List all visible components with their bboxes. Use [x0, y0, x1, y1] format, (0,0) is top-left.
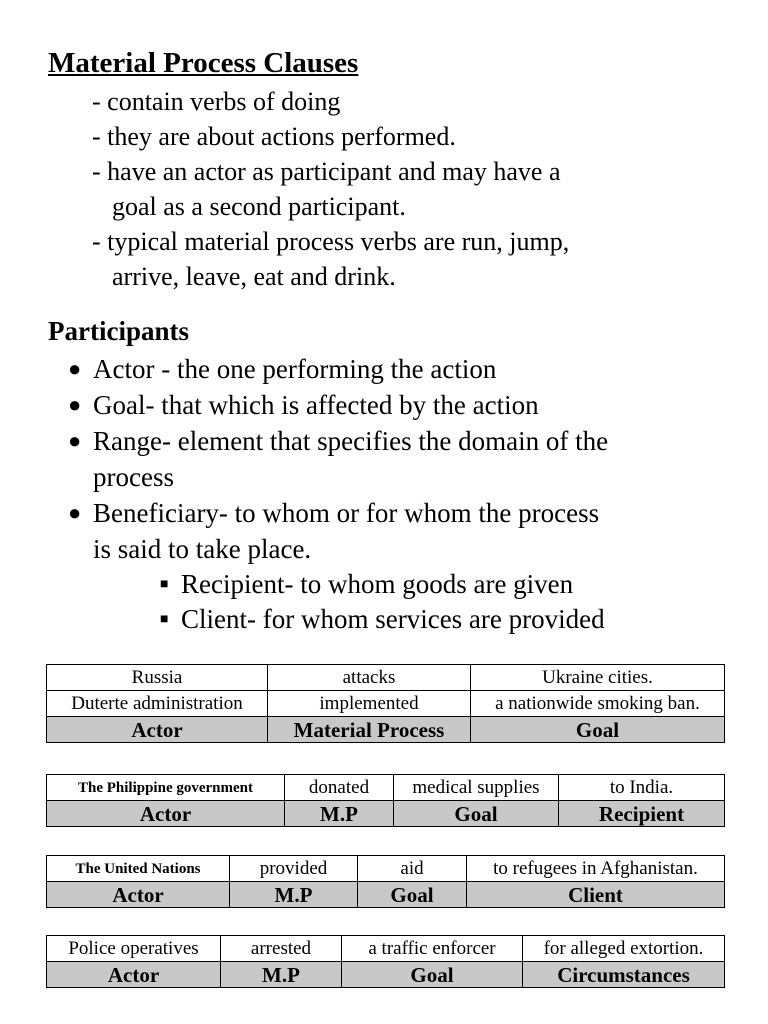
- participant-text: Actor - the one performing the action: [93, 354, 497, 384]
- definition-text: - have an actor as participant and may have a: [92, 157, 561, 186]
- participant-item-actor: [68, 351, 608, 387]
- definition-item: [92, 119, 569, 154]
- table-cell: Ukraine cities.: [471, 665, 725, 691]
- label-cell: Goal: [358, 882, 467, 908]
- label-cell: Circumstances: [523, 962, 725, 988]
- table-cell: aid: [358, 856, 467, 882]
- label-cell: M.P: [285, 801, 394, 827]
- table-cell: Police operatives: [47, 936, 221, 962]
- table-row: [47, 665, 725, 691]
- participant-text: Goal- that which is affected by the action: [93, 390, 539, 420]
- label-cell: Material Process: [268, 717, 471, 743]
- definition-text: - contain verbs of doing: [92, 87, 341, 116]
- participant-item-goal: [68, 387, 608, 423]
- table-label-row: [47, 717, 725, 743]
- label-cell: Actor: [47, 882, 230, 908]
- label-cell: Goal: [394, 801, 559, 827]
- table-cell: The United Nations: [47, 856, 230, 882]
- label-cell: M.P: [221, 962, 342, 988]
- table-cell: donated: [285, 775, 394, 801]
- example-table-1: [46, 664, 725, 743]
- square-bullet-icon: ■: [160, 612, 169, 627]
- example-table-4: [46, 935, 725, 988]
- definition-text-continued: arrive, leave, eat and drink.: [112, 262, 396, 291]
- table-label-row: [47, 801, 725, 827]
- participant-item-beneficiary: [68, 495, 608, 567]
- sub-item-client: [160, 602, 605, 637]
- table-label-row: [47, 962, 725, 988]
- table-cell: for alleged extortion.: [523, 936, 725, 962]
- example-table-3: [46, 855, 725, 908]
- table-row: [47, 936, 725, 962]
- bullet-icon: ●: [68, 392, 82, 417]
- page-title: Material Process Clauses: [48, 47, 359, 79]
- table-row: [47, 691, 725, 717]
- label-cell: Client: [467, 882, 725, 908]
- table-label-row: [47, 882, 725, 908]
- table-cell: a nationwide smoking ban.: [471, 691, 725, 717]
- participants-list: [68, 351, 608, 567]
- definition-item: [92, 84, 569, 119]
- definition-text: - typical material process verbs are run, jump,: [92, 227, 570, 256]
- table-cell: arrested: [221, 936, 342, 962]
- participant-text-continued: process: [93, 462, 174, 492]
- example-table-2: [46, 774, 725, 827]
- definition-item: [92, 224, 569, 294]
- table-row: [47, 856, 725, 882]
- table-cell: medical supplies: [394, 775, 559, 801]
- label-cell: Goal: [471, 717, 725, 743]
- participant-text: Range- element that specifies the domain of the: [93, 426, 609, 456]
- label-cell: Actor: [47, 717, 268, 743]
- table-cell: attacks: [268, 665, 471, 691]
- label-cell: M.P: [230, 882, 358, 908]
- sub-item-text: Client- for whom services are provided: [181, 604, 605, 634]
- bullet-icon: ●: [68, 500, 82, 525]
- table-row: [47, 775, 725, 801]
- table-cell: to India.: [559, 775, 725, 801]
- table-cell: implemented: [268, 691, 471, 717]
- table-cell: provided: [230, 856, 358, 882]
- sub-item-text: Recipient- to whom goods are given: [181, 569, 574, 599]
- definition-list: [92, 84, 569, 294]
- definition-text-continued: goal as a second participant.: [112, 192, 406, 221]
- participant-item-range: [68, 423, 608, 495]
- definition-item: [92, 154, 569, 224]
- participant-text-continued: is said to take place.: [93, 534, 312, 564]
- label-cell: Actor: [47, 962, 221, 988]
- participant-text: Beneficiary- to whom or for whom the process: [93, 498, 600, 528]
- participants-heading: Participants: [48, 316, 189, 346]
- label-cell: Goal: [342, 962, 523, 988]
- label-cell: Actor: [47, 801, 285, 827]
- table-cell: Russia: [47, 665, 268, 691]
- beneficiary-sub-list: [160, 567, 605, 637]
- bullet-icon: ●: [68, 428, 82, 453]
- bullet-icon: ●: [68, 356, 82, 381]
- definition-text: - they are about actions performed.: [92, 122, 456, 151]
- table-cell: Duterte administration: [47, 691, 268, 717]
- table-cell: a traffic enforcer: [342, 936, 523, 962]
- square-bullet-icon: ■: [160, 577, 169, 592]
- label-cell: Recipient: [559, 801, 725, 827]
- sub-item-recipient: [160, 567, 605, 602]
- table-cell: to refugees in Afghanistan.: [467, 856, 725, 882]
- table-cell: The Philippine government: [47, 775, 285, 801]
